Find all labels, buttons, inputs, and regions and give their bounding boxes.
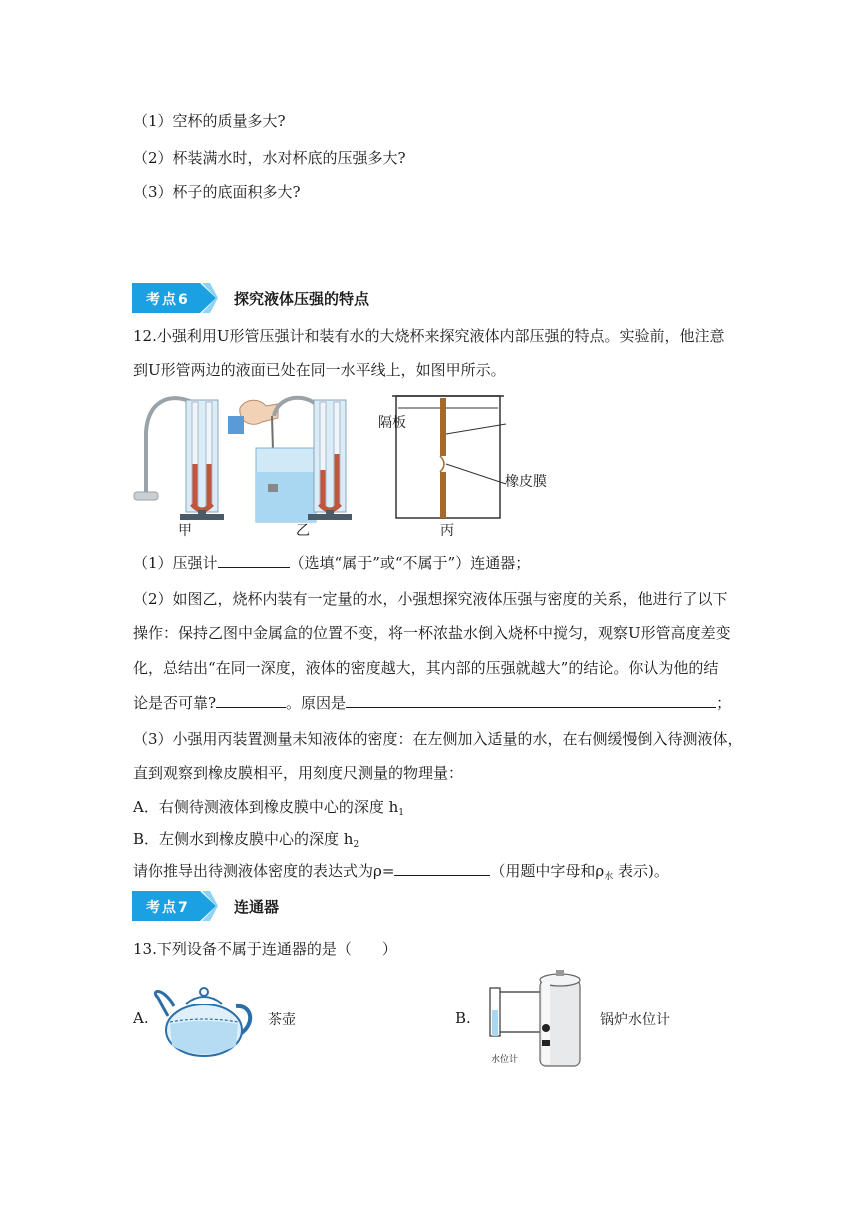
q13-option-b-text: 锅炉水位计 (600, 1012, 670, 1028)
section-badge-6 (132, 283, 218, 313)
pressure-gauge-illustration (128, 392, 508, 542)
label-membrane: 橡皮膜 (505, 474, 547, 490)
q13-stem: 13.下列设备不属于连通器的是（ ） (133, 940, 397, 958)
option-b-subscript: 2 (353, 840, 360, 850)
q12-part1 (133, 553, 530, 573)
label-jia: 甲 (178, 523, 192, 539)
q12-part3-line1: （3）小强用丙装置测量未知液体的密度：在左侧加入适量的水，在右侧缓慢倒入待测液体， (133, 730, 743, 748)
q12-option-b (133, 829, 359, 855)
q12-option-a (133, 797, 404, 823)
q12-part2-line1: （2）如图乙，烧杯内装有一定量的水，小强想探究液体压强与密度的关系，他进行了以下 (133, 590, 728, 608)
q13-option-b-fig-label: 水位计 (491, 1055, 519, 1065)
q12-stem-line2: 到U形管两边的液面已处在同一水平线上，如图甲所示。 (133, 361, 506, 379)
manometer-yi-icon (228, 398, 352, 522)
answer-blank-1[interactable] (218, 553, 290, 568)
label-partition: 隔板 (378, 415, 406, 431)
answer-blank-4[interactable] (394, 861, 490, 876)
q12-part2-reason-label: 。原因是 (286, 694, 347, 712)
teapot-figure (148, 976, 260, 1058)
manometer-jia-icon (134, 398, 224, 520)
q13-option-b-letter: B. (455, 1009, 471, 1027)
section-title-6: 探究液体压强的特点 (234, 290, 370, 308)
prev-question-1: （1）空杯的质量多大? (133, 112, 286, 130)
partition-container-icon (392, 396, 506, 518)
q12-stem-line1: 12.小强利用U形管压强计和装有水的大烧杯来探究液体内部压强的特点。实验前，他注意 (133, 327, 725, 345)
badge-label: 考点6 (146, 292, 190, 308)
q13-option-a-letter: A. (133, 1009, 149, 1027)
section-badge-7 (132, 891, 218, 921)
answer-blank-2[interactable] (216, 693, 286, 708)
derive-prefix: 请你推导出待测液体密度的表达式为ρ= (133, 862, 395, 880)
teapot-icon (148, 976, 260, 1058)
derive-subscript: 水 (604, 872, 614, 882)
q12-part2-end: ； (716, 694, 732, 712)
answer-blank-3[interactable] (346, 693, 716, 708)
option-b-text: B．左侧水到橡皮膜中心的深度 h (133, 830, 354, 848)
option-a-text: A．右侧待测液体到橡皮膜中心的深度 h (133, 798, 399, 816)
q12-part2-line3: 化，总结出“在同一深度，液体的密度越大，其内部的压强就越大”的结论。你认为他的结 (133, 659, 719, 677)
section-title-7: 连通器 (234, 898, 280, 916)
option-a-subscript: 1 (398, 808, 404, 818)
q13-option-a-text: 茶壶 (268, 1012, 296, 1028)
label-bing: 丙 (440, 523, 454, 539)
badge-label: 考点7 (146, 900, 190, 916)
prev-question-3: （3）杯子的底面积多大? (133, 183, 301, 201)
q12-figure (128, 392, 508, 542)
q12-part2-prefix: 论是否可靠? (133, 694, 217, 712)
q12-part3-line2: 直到观察到橡皮膜相平，用刻度尺测量的物理量： (133, 764, 464, 782)
derive-suffix-a: （用题中字母和ρ (490, 862, 605, 880)
prev-question-2: （2）杯装满水时，水对杯底的压强多大? (133, 149, 406, 167)
q12-part2-line2: 操作：保持乙图中金属盒的位置不变，将一杯浓盐水倒入烧杯中搅匀，观察U形管高度差变 (133, 624, 731, 642)
q12-part2-line4 (133, 693, 731, 713)
q12-part1-prefix: （1）压强计 (133, 554, 218, 572)
derive-suffix-b: 表示)。 (613, 862, 669, 880)
q12-part1-suffix: （选填“属于”或“不属于”）连通器； (289, 554, 531, 572)
label-yi: 乙 (296, 523, 310, 539)
q12-derive (133, 861, 669, 887)
